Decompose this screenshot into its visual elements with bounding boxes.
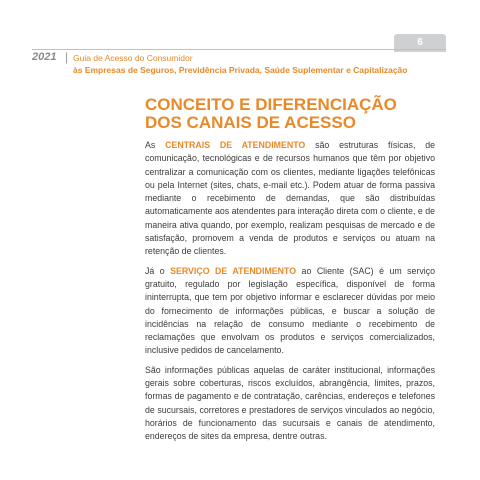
header-separator: | <box>65 50 69 64</box>
paragraph-text: ao Cliente (SAC) é um serviço gratuito, regulado por legislação específica, disponível de forma ininterrupta, que tem por objetivo informar e esclarecer dúvidas por meio do fornecimento de informações públicas, e buscar a solução de incidências na relação de consumo mediante o recebimento de reclamações que envolvam os produtos e serviços comercializados, inclusive pedidos de cancelamento. <box>145 265 435 356</box>
paragraph-centrais <box>145 139 435 259</box>
guide-title: Guia de Acesso do Consumidor <box>73 53 193 63</box>
paragraph-informacoes-publicas: São informações públicas aquelas de caráter institucional, informações gerais sobre coberturas, riscos excluídos, abrangência, limites, prazos, formas de pagamento e de contratação, carências, endereços e telefones de sucursais, corretores e prestadores de serviços vinculados ao negócio, horários de funcionamento das sucursais e canais de atendimento, endereços de sites da empresa, dentre outras. <box>145 364 435 442</box>
paragraph-text: Já o <box>145 265 171 276</box>
paragraph-sac <box>145 265 435 358</box>
page-number-badge: 6 <box>394 34 446 52</box>
header-divider <box>32 49 446 50</box>
highlight-term: CENTRAIS DE ATENDIMENTO <box>165 140 306 150</box>
guide-subtitle: às Empresas de Seguros, Previdência Privada, Saúde Suplementar e Capitalização <box>73 65 408 75</box>
paragraph-text: As <box>145 140 166 150</box>
page-header <box>0 0 480 75</box>
paragraph-text: são estruturas físicas, de comunicação, tecnológicas e de recursos humanos que têm por objetivo centralizar a comunicação com os clientes, mediante ligações telefônicas ou pela Internet (sites, chats, e-mail etc.). Podem atuar de forma passiva mediante o recebimento de demandas, que são distribuídas automaticamente aos atendentes para interação direta com o cliente, e de maneira ativa quando, por exemplo, realizam pesquisas de mercado e de satisfação, promovem a venda de produtos e serviços ou atuam na retenção de clientes. <box>145 140 435 257</box>
section-title: CONCEITO E DIFERENCIAÇÃO <box>145 95 397 114</box>
highlight-term: SERVIÇO DE ATENDIMENTO <box>170 265 297 276</box>
publication-year: 2021 <box>32 51 57 63</box>
main-content <box>145 96 435 450</box>
section-subtitle: DOS CANAIS DE ACESSO <box>145 113 356 132</box>
